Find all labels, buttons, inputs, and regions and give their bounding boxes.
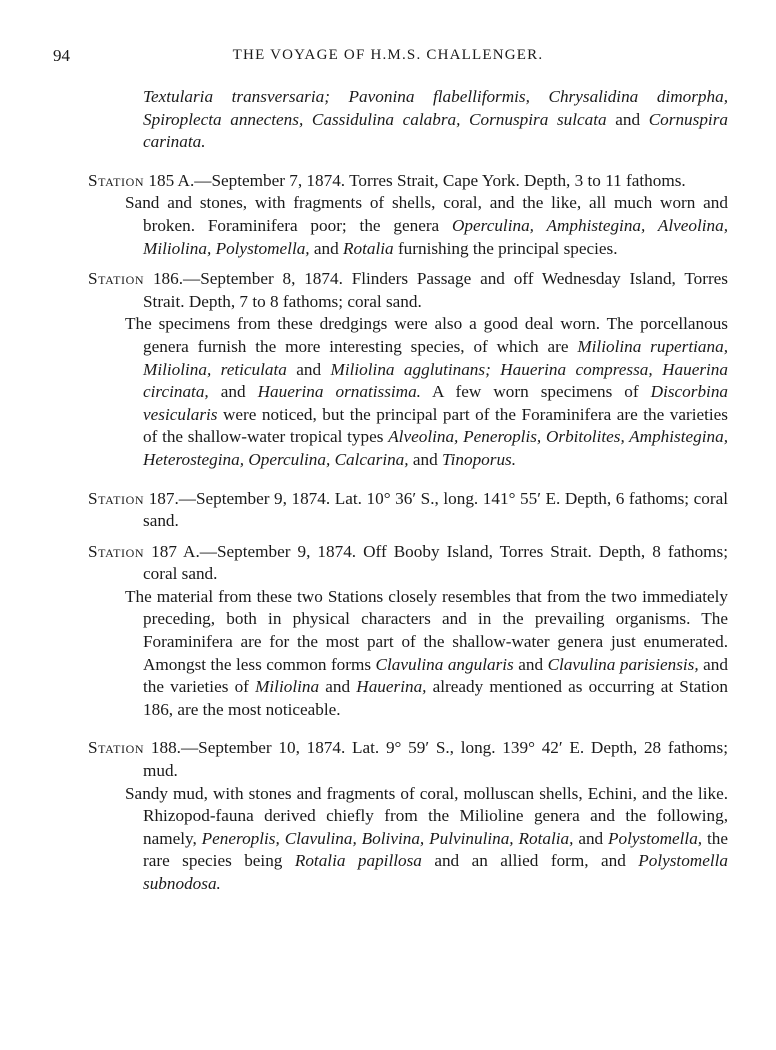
- continued-paragraph: Textularia transversaria; Pavonina flabelliformis, Chrysalidina dimorpha, Spiroplecta annectens, Cassidulina calabra, Cornuspira sulcata and Cornuspira carinata.: [143, 87, 728, 152]
- station-label: Station: [88, 541, 145, 561]
- station-label: Station: [88, 488, 145, 508]
- station-description: The specimens from these dredgings were also a good deal worn. The porcellanous genera furnish the more interesting species, of which are Miliolina rupertiana, Miliolina, reticulata and Miliolina agglutinans; Hauerina compressa, Hauerina circinata, and Hauerina ornatissima. A few worn specimens of Discorbina vesicularis were noticed, but the principal part of the Foraminifera are the varieties of the shallow-water tropical types Alveolina, Peneroplis, Orbitolites, Amphistegina, Heterostegina, Operculina, Calcarina, and Tinoporus.: [125, 314, 729, 469]
- station-heading: [88, 268, 728, 313]
- station-heading: [88, 488, 728, 533]
- station-entry: [88, 488, 728, 533]
- station-heading-text: 187 A.—September 9, 1874. Off Booby Island, Torres Strait. Depth, 8 fathoms; coral sand.: [143, 541, 729, 584]
- station-entry: [88, 268, 728, 471]
- station-label: Station: [88, 269, 145, 289]
- station-label: Station: [88, 170, 145, 190]
- body-text: [88, 86, 728, 896]
- page-header: [0, 46, 776, 72]
- station-heading: [88, 737, 728, 782]
- station-label: Station: [88, 738, 145, 758]
- station-description: Sandy mud, with stones and fragments of coral, molluscan shells, Echini, and the like. Rhizopod-fauna derived chiefly from the Milioline genera and the following, namely, Peneroplis, Clavulina, Bolivina, Pulvinulina, Rotalia, and Polystomella, the rare species being Rotalia papillosa and an allied form, and Polystomella subnodosa.: [125, 783, 728, 893]
- station-entry: [88, 737, 728, 895]
- station-description: The material from these two Stations closely resembles that from the two immediately preceding, both in physical characters and in the prevailing organisms. The Foraminifera are for the most part of the shallow-water genera just enumerated. Amongst the less common forms Clavulina angularis and Clavulina parisiensis, and the varieties of Miliolina and Hauerina, already mentioned as occurring at Station 186, are the most noticeable.: [125, 586, 728, 719]
- running-title: THE VOYAGE OF H.M.S. CHALLENGER.: [232, 47, 544, 63]
- station-heading-text: 188.—September 10, 1874. Lat. 9° 59′ S., long. 139° 42′ E. Depth, 28 fathoms; mud.: [143, 738, 729, 781]
- station-heading-text: 186.—September 8, 1874. Flinders Passage and off Wednesday Island, Torres Strait. Depth, 7 to 8 fathoms; coral sand.: [143, 269, 728, 311]
- station-entry: [88, 541, 728, 722]
- station-heading-text: 185 A.—September 7, 1874. Torres Strait, Cape York. Depth, 3 to 11 fathoms.: [148, 170, 686, 190]
- station-heading: [88, 541, 728, 586]
- station-heading-text: 187.—September 9, 1874. Lat. 10° 36′ S., long. 141° 55′ E. Depth, 6 fathoms; coral sand.: [143, 488, 728, 531]
- station-entry: [88, 170, 728, 260]
- station-description: Sand and stones, with fragments of shells, coral, and the like, all much worn and broken. Foraminifera poor; the genera Operculina, Amphistegina, Alveolina, Miliolina, Polystomella, and Rotalia furnishing the principal species.: [125, 193, 728, 258]
- station-heading: [88, 170, 728, 193]
- page-number: 94: [53, 46, 70, 65]
